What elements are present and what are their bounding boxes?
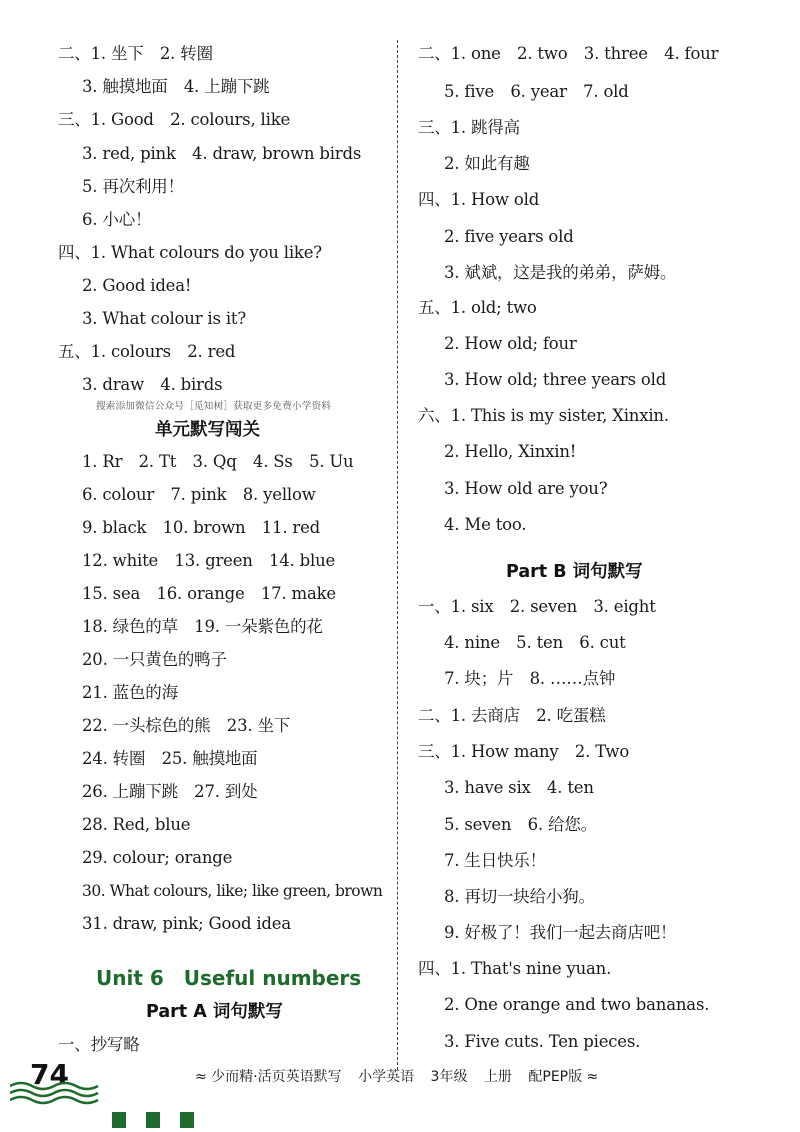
right-line-6: 2. five years old: [444, 227, 574, 246]
left-line-11: 3. draw 4. birds: [82, 375, 223, 394]
dictation-item: 26. 上蹦下跳 27. 到处: [82, 782, 258, 801]
footer-grade: 3年级: [430, 1069, 468, 1085]
part-b-item: 7. 块；片 8. ……点钟: [444, 669, 616, 688]
left-line-10: 五、1. colours 2. red: [58, 342, 236, 361]
right-line-8: 五、1. old; two: [418, 298, 537, 317]
part-b-item: 8. 再切一块给小狗。: [444, 887, 595, 906]
dictation-item: 24. 转圈 25. 触摸地面: [82, 749, 258, 768]
block-icon: [180, 1112, 194, 1128]
column-divider: [397, 40, 398, 1070]
right-line-4: 2. 如此有趣: [444, 154, 530, 173]
right-line-7: 3. 斌斌，这是我的弟弟，萨姆。: [444, 263, 677, 282]
left-line-1: 二、1. 坐下 2. 转圈: [58, 44, 213, 63]
right-line-2: 5. five 6. year 7. old: [444, 82, 629, 101]
dictation-item: 9. black 10. brown 11. red: [82, 518, 321, 537]
right-line-14: 4. Me too.: [444, 515, 527, 534]
watermark-note: 搜索添加微信公众号［觅知树］获取更多免费小学资料: [96, 401, 332, 412]
left-line-7: 四、1. What colours do you like?: [58, 243, 322, 262]
left-line-8: 2. Good idea!: [82, 276, 192, 295]
dictation-item: 6. colour 7. pink 8. yellow: [82, 485, 316, 504]
right-line-11: 六、1. This is my sister, Xinxin.: [418, 406, 669, 425]
block-icon: [146, 1112, 160, 1128]
part-b-item: 三、1. How many 2. Two: [418, 742, 630, 761]
left-line-9: 3. What colour is it?: [82, 309, 246, 328]
part-a-title: Part A 词句默写: [146, 1002, 283, 1022]
part-b-title: Part B 词句默写: [506, 562, 643, 582]
footer-series: ≈ 少而精·活页英语默写: [195, 1069, 342, 1085]
left-line-5: 5. 再次利用！: [82, 177, 184, 196]
dictation-item: 1. Rr 2. Tt 3. Qq 4. Ss 5. Uu: [82, 452, 354, 471]
dictation-item: 29. colour; orange: [82, 848, 233, 867]
dictation-item: 12. white 13. green 14. blue: [82, 551, 336, 570]
left-line-4: 3. red, pink 4. draw, brown birds: [82, 144, 362, 163]
dictation-item: 30. What colours, like; like green, brown: [82, 882, 383, 900]
page-number: 74: [30, 1058, 69, 1091]
part-b-item: 5. seven 6. 给您。: [444, 815, 597, 834]
footer-volume: 上册: [483, 1069, 512, 1085]
wave-decoration-icon: [10, 1080, 100, 1110]
left-line-2: 3. 触摸地面 4. 上蹦下跳: [82, 77, 270, 96]
part-b-item: 四、1. That's nine yuan.: [418, 959, 612, 978]
footer-subject: 小学英语: [358, 1069, 415, 1085]
right-line-3: 三、1. 跳得高: [418, 118, 520, 137]
footer-blocks: [112, 1112, 214, 1132]
dictation-item: 15. sea 16. orange 17. make: [82, 584, 336, 603]
footer-edition: 配PEP版 ≈: [528, 1069, 599, 1085]
dictation-item: 22. 一头棕色的熊 23. 坐下: [82, 716, 291, 735]
dictation-item: 28. Red, blue: [82, 815, 191, 834]
right-line-12: 2. Hello, Xinxin!: [444, 442, 577, 461]
dictation-item: 20. 一只黄色的鸭子: [82, 650, 227, 669]
left-line-3: 三、1. Good 2. colours, like: [58, 110, 291, 129]
part-b-item: 3. have six 4. ten: [444, 778, 594, 797]
block-icon: [112, 1112, 126, 1128]
part-b-item: 二、1. 去商店 2. 吃蛋糕: [418, 706, 606, 725]
right-line-9: 2. How old; four: [444, 334, 577, 353]
footer-info: [195, 1066, 610, 1086]
part-a-first: 一、抄写略: [58, 1035, 140, 1054]
right-line-5: 四、1. How old: [418, 190, 540, 209]
right-line-1: 二、1. one 2. two 3. three 4. four: [418, 44, 719, 63]
right-line-13: 3. How old are you?: [444, 479, 608, 498]
right-line-10: 3. How old; three years old: [444, 370, 667, 389]
part-b-item: 4. nine 5. ten 6. cut: [444, 633, 626, 652]
dictation-item: 31. draw, pink; Good idea: [82, 914, 291, 933]
unit-title: Unit 6 Useful numbers: [96, 966, 362, 990]
dictation-title: 单元默写闯关: [155, 420, 260, 440]
part-b-item: 9. 好极了！我们一起去商店吧！: [444, 923, 677, 942]
left-line-6: 6. 小心！: [82, 210, 152, 229]
dictation-item: 21. 蓝色的海: [82, 683, 178, 702]
dictation-item: 18. 绿色的草 19. 一朵紫色的花: [82, 617, 323, 636]
part-b-item: 2. One orange and two bananas.: [444, 995, 710, 1014]
part-b-item: 一、1. six 2. seven 3. eight: [418, 597, 656, 616]
part-b-item: 7. 生日快乐！: [444, 851, 546, 870]
part-b-item: 3. Five cuts. Ten pieces.: [444, 1032, 641, 1051]
